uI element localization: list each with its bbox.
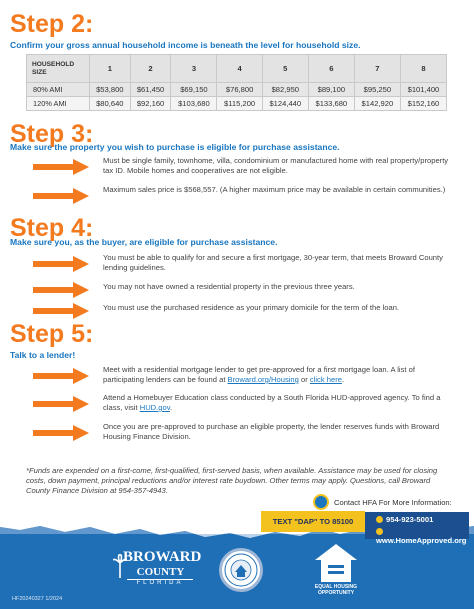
arrow-right-icon xyxy=(33,396,89,412)
no-prior-ownership-requirement: You may not have owned a residential property in the previous three years. xyxy=(103,282,355,291)
click-here-link[interactable]: click here xyxy=(309,375,342,384)
phone-icon xyxy=(376,516,383,523)
table-row xyxy=(27,97,447,111)
size-header: 5 xyxy=(262,55,308,83)
size-header: 8 xyxy=(400,55,446,83)
table-cell: $53,800 xyxy=(89,83,130,97)
table-cell: $115,200 xyxy=(217,97,262,111)
arrow-right-icon xyxy=(33,425,89,441)
mortgage-requirement: You must be able to qualify for and secure a first mortgage, 30-year term, that meets Broward County lending guidelines. xyxy=(103,253,443,272)
table-cell: $92,160 xyxy=(130,97,171,111)
table-cell: $142,920 xyxy=(354,97,400,111)
household-header-line2: SIZE xyxy=(32,68,47,76)
phone-number[interactable] xyxy=(376,515,433,524)
globe-icon xyxy=(376,528,383,535)
table-cell: $89,100 xyxy=(308,83,354,97)
property-type-requirement: Must be single family, townhome, villa, condominium or manufactured home with real property/property tax ID. Mobile homes and cooperatives are not eligible. xyxy=(103,156,449,175)
size-header: 3 xyxy=(171,55,217,83)
table-cell: $82,950 xyxy=(262,83,308,97)
florida-wordmark: FLORIDA xyxy=(127,579,193,586)
list-item xyxy=(33,185,453,207)
step-3-title: Step 3: xyxy=(10,120,94,148)
broward-wordmark: BROWARD xyxy=(123,549,202,565)
text-dap-banner xyxy=(261,511,365,532)
period-text: . xyxy=(169,403,173,412)
list-item xyxy=(33,279,453,301)
table-cell: $133,680 xyxy=(308,97,354,111)
period-text: . xyxy=(341,375,345,384)
funds-reserved-text: Once you are pre-approved to purchase an eligible property, the lender reserves funds with Broward Housing Finance Division. xyxy=(103,422,440,441)
website-text: www.HomeApproved.org xyxy=(376,536,467,545)
table-cell: $61,450 xyxy=(130,83,171,97)
hud-seal-graphic xyxy=(222,551,260,589)
table-cell: $152,160 xyxy=(400,97,446,111)
list-item xyxy=(33,422,453,444)
size-header: 1 xyxy=(89,55,130,83)
contact-line xyxy=(313,494,452,510)
table-cell: $76,800 xyxy=(217,83,262,97)
document-code: HF20240327 1/2024 xyxy=(12,596,63,602)
disclaimer: *Funds are expended on a first-come, first-qualified, first-served basis, when available. Assistance may be used for closing costs, down payment, principal reductions and/or interest rate buydown. Other terms may apply. Questions, call Broward County Finance Division at 954-357-4943. xyxy=(26,466,438,495)
county-wordmark: COUNTY xyxy=(136,566,185,578)
broward-housing-link[interactable]: Broward.org/Housing xyxy=(227,375,299,384)
table-cell: $69,150 xyxy=(171,83,217,97)
homebuyer-education-text xyxy=(103,393,453,413)
list-item xyxy=(33,365,453,387)
hfa-badge-icon xyxy=(313,494,329,510)
size-header: 6 xyxy=(308,55,354,83)
size-header: 2 xyxy=(130,55,171,83)
equal-housing-label: EQUAL HOUSING OPPORTUNITY xyxy=(314,584,358,596)
table-cell: $80,640 xyxy=(89,97,130,111)
household-header-line1: HOUSEHOLD xyxy=(32,60,75,68)
table-cell: $103,680 xyxy=(171,97,217,111)
list-item xyxy=(33,253,453,275)
lender-preapproval-text xyxy=(103,365,453,385)
broward-county-logo xyxy=(113,549,202,586)
table-row xyxy=(27,83,447,97)
arrow-right-icon xyxy=(33,303,89,319)
step-5-subtitle: Talk to a lender! xyxy=(10,350,76,360)
hud-gov-link[interactable]: HUD.gov xyxy=(139,403,170,412)
arrow-right-icon xyxy=(33,256,89,272)
step-4-subtitle: Make sure you, as the buyer, are eligible for purchase assistance. xyxy=(10,237,278,247)
table-cell: $124,440 xyxy=(262,97,308,111)
list-item xyxy=(33,156,453,178)
education-text: Attend a Homebuyer Education class conducted by a South Florida HUD-approved agency. To find a class, visit xyxy=(103,393,441,412)
hud-seal-icon xyxy=(219,548,263,592)
arrow-right-icon xyxy=(33,282,89,298)
website-link[interactable] xyxy=(376,527,474,545)
contact-label: Contact HFA For More Information: xyxy=(334,497,452,507)
phone-text: 954-923-5001 xyxy=(386,515,434,524)
size-header: 4 xyxy=(217,55,262,83)
step-2-subtitle: Confirm your gross annual household income is beneath the level for household size. xyxy=(10,40,361,50)
table-cell: $95,250 xyxy=(354,83,400,97)
household-size-header xyxy=(27,55,90,83)
text-dap-label: TEXT "DAP" TO 85100 xyxy=(272,517,354,526)
arrow-right-icon xyxy=(33,188,89,204)
or-text: or xyxy=(298,375,310,384)
arrow-right-icon xyxy=(33,159,89,175)
lender-text: Meet with a residential mortgage lender to get pre-approved for a first mortgage loan. A list of participating lenders can be found at xyxy=(103,365,415,384)
max-sales-price-requirement: Maximum sales price is $568,557. (A higher maximum price may be available in certain communities.) xyxy=(103,185,446,194)
arrow-right-icon xyxy=(33,368,89,384)
table-cell: $101,400 xyxy=(400,83,446,97)
list-item xyxy=(33,300,453,322)
step-3-subtitle: Make sure the property you wish to purchase is eligible for purchase assistance. xyxy=(10,142,340,152)
income-limits-table xyxy=(26,54,447,111)
primary-domicile-requirement: You must use the purchased residence as your primary domicile for the term of the loan. xyxy=(103,303,400,312)
size-header: 7 xyxy=(354,55,400,83)
step-2-title: Step 2: xyxy=(10,10,94,38)
step-5-title: Step 5: xyxy=(10,320,94,348)
row-label: 120% AMI xyxy=(27,97,90,111)
row-label: 80% AMI xyxy=(27,83,90,97)
step-4-title: Step 4: xyxy=(10,214,94,242)
list-item xyxy=(33,393,453,415)
